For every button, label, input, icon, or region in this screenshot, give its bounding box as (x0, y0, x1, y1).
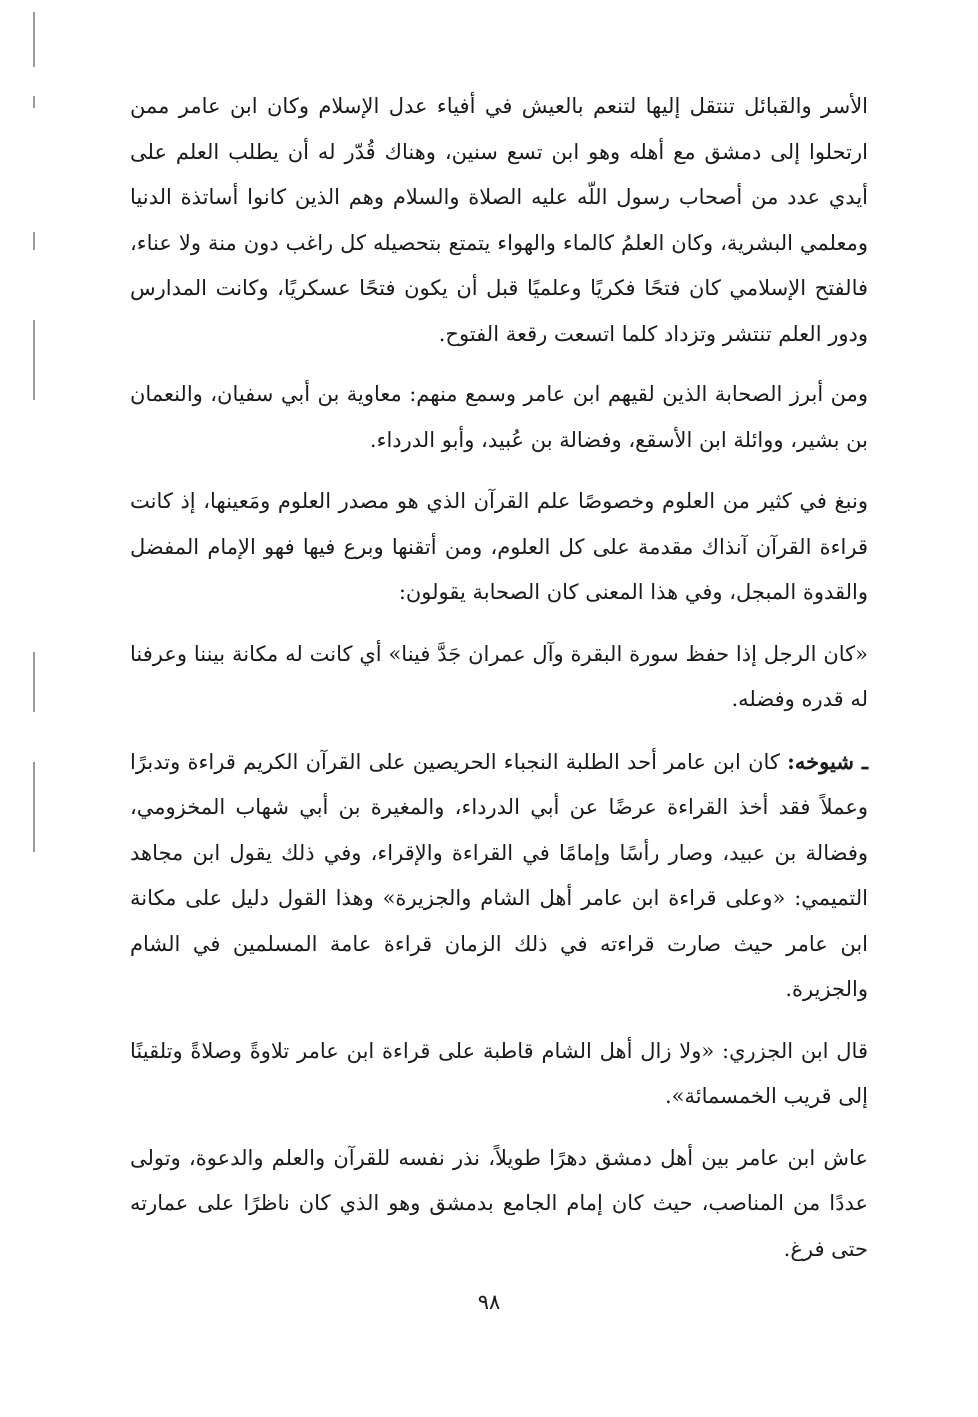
section-heading: ـ شيوخه: (787, 748, 868, 774)
scan-edge-mark (33, 232, 35, 250)
scan-edge-mark (33, 762, 35, 852)
quote-paragraph: «كان الرجل إذا حفظ سورة البقرة وآل عمران جَدَّ فينا» أي كانت له مكانة بيننا وعرفنا له قدره وفضله. (130, 641, 868, 711)
scan-edge-mark (33, 12, 35, 67)
page-number: ٩٨ (477, 1290, 501, 1314)
paragraph-body: كان ابن عامر أحد الطلبة النجباء الحريصين على القرآن الكريم قراءة وتدبرًا وعملاً فقد أخذ القراءة عرضًا عن أبي الدرداء، والمغيرة بن أبي شهاب المخزومي، وفضالة بن عبيد، وصار رأسًا وإمامًا في القراءة والإقراء، وفي ذلك يقول ابن مجاهد التميمي: «وعلى قراءة ابن عامر أهل الشام والجزيرة» وهذا القول دليل على مكانة ابن عامر حيث صارت قراءته في ذلك الزمان قراءة عامة المسلمين في الشام والجزيرة. (130, 749, 868, 1001)
paragraph: قال ابن الجزري: «ولا زال أهل الشام قاطبة على قراءة ابن عامر تلاوةً وصلاةً وتلقينًا إلى قريب الخمسمائة». (130, 1038, 868, 1108)
paragraph: الأسر والقبائل تنتقل إليها لتنعم بالعيش في أفياء عدل الإسلام وكان ابن عامر ممن ارتحلوا إلى دمشق مع أهله وهو ابن تسع سنين، وهناك قُدّر له أن يطلب العلم على أيدي عدد من أصحاب رسول اللّه عليه الصلاة والسلام وهم الذين كانوا أساتذة الدنيا ومعلمي البشرية، وكان العلمُ كالماء والهواء يتمتع بتحصيله كل راغب دون منة ولا عناء، فالفتح الإسلامي كان فتحًا فكريًا وعلميًا قبل أن يكون فتحًا عسكريًا، وكانت المدارس ودور العلم تنتشر وتزداد كلما اتسعت رقعة الفتوح. (130, 94, 868, 346)
scan-edge-mark (33, 320, 35, 400)
paragraph: عاش ابن عامر بين أهل دمشق دهرًا طويلاً، نذر نفسه للقرآن والعلم والدعوة، وتولى عددًا من المناصب، حيث كان إمام الجامع بدمشق وهو الذي كان ناظرًا على عمارته حتى فرغ. (130, 1145, 868, 1261)
paragraph: ومن أبرز الصحابة الذين لقيهم ابن عامر وسمع منهم: معاوية بن أبي سفيان، والنعمان بن بشير، ووائلة ابن الأسقع، وفضالة بن عُبيد، وأبو الدرداء. (130, 382, 868, 452)
main-text (130, 84, 868, 1272)
paragraph: ونبغ في كثير من العلوم وخصوصًا علم القرآن الذي هو مصدر العلوم ومَعينها، إذ كانت قراءة القرآن آنذاك مقدمة على كل العلوم، ومن أتقنها وبرع فيها فهو الإمام المفضل والقدوة المبجل، وفي هذا المعنى كان الصحابة يقولون: (130, 489, 868, 604)
scan-edge-mark (33, 96, 35, 108)
scan-edge-mark (33, 652, 35, 712)
teachers-paragraph (130, 739, 868, 1013)
